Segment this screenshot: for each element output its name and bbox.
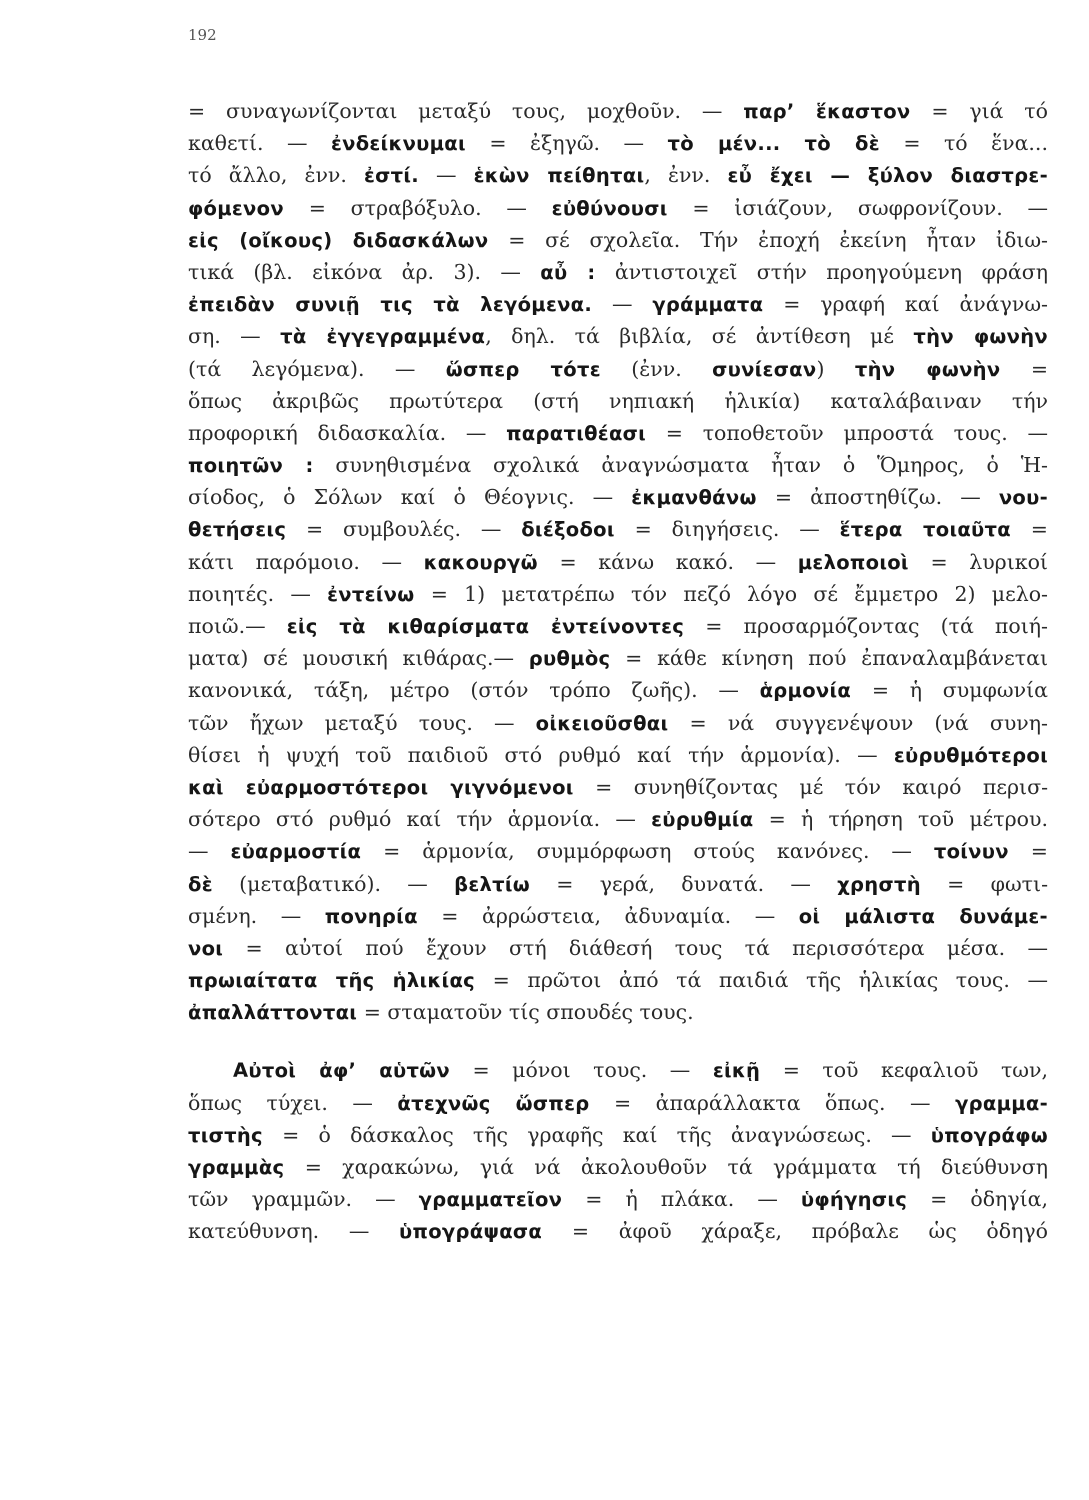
text-line (188, 610, 1048, 642)
glossary-definition: ματα) σέ μουσική κιθάρας.— (188, 646, 514, 671)
glossary-term: εἰς (οἴκους) διδασκάλων (188, 228, 489, 252)
text-line (188, 578, 1048, 610)
glossary-term: θετήσεις (188, 518, 287, 542)
glossary-term: εὐρυθμία (651, 808, 754, 832)
glossary-term: ὑπογράφω (930, 1123, 1048, 1147)
glossary-definition: (μεταβατικό). — (239, 871, 428, 896)
text-line (188, 192, 1048, 224)
glossary-definition: = προσαρμόζοντας (τά ποιή- (705, 614, 1048, 638)
glossary-term: μελοποιοὶ (797, 550, 909, 574)
glossary-term: ἐνδείκνυμαι (330, 132, 466, 156)
text-line (188, 513, 1048, 545)
glossary-term: ποιητῶν : (188, 454, 314, 478)
text-line (188, 996, 1048, 1028)
glossary-term: ἀπαλλάττονται (188, 1001, 358, 1025)
glossary-definition: = ἡ τήρηση τοῦ μέτρου. (768, 807, 1048, 832)
glossary-definition: σίοδος, ὁ Σόλων καί ὁ Θέογνις. — (188, 485, 614, 510)
glossary-term: ἐστί. (363, 164, 419, 188)
glossary-term: παρ’ ἕκαστον (743, 100, 911, 123)
glossary-term: ρυθμὸς (528, 647, 611, 671)
glossary-definition: σότερο στό ρυθμό καί τήν ἁρμονία. — (188, 807, 636, 832)
glossary-definition: = ὁδηγία, (930, 1187, 1048, 1212)
glossary-term: εὐαρμοστία (230, 840, 362, 864)
glossary-definition: = ὁ δάσκαλος τῆς γραφῆς καί τῆς ἀναγνώσεως. — (282, 1122, 912, 1147)
glossary-definition: ποιῶ.— (188, 614, 266, 638)
text-line (188, 288, 1048, 320)
glossary-term: τὴν φωνὴν (854, 357, 1001, 381)
glossary-definition: = φωτι- (947, 871, 1048, 896)
glossary-term: εὐρυθμότεροι (893, 743, 1048, 767)
glossary-term: συνίεσαν (712, 357, 817, 381)
glossary-definition: (τά λεγόμενα). — (188, 356, 416, 381)
glossary-term: γραμματεῖον (418, 1188, 563, 1212)
glossary-definition: = συναγωνίζονται μεταξύ τους, μοχθοῦν. — (188, 99, 723, 123)
text-line (188, 1054, 1048, 1086)
text-line (188, 159, 1048, 191)
glossary-definition: = (1030, 839, 1048, 864)
glossary-term: ὑφήγησις (800, 1188, 908, 1212)
glossary-definition: ἀντιστοιχεῖ στήν προηγούμενη φράση (614, 259, 1048, 284)
glossary-definition: ὅπως τύχει. — (188, 1090, 373, 1115)
glossary-term: γράμματα (652, 293, 764, 317)
glossary-definition: θίσει ἡ ψυχή τοῦ παιδιοῦ στό ρυθμό καί τήν ἁρμονία). — (188, 742, 878, 767)
glossary-definition: — (611, 292, 633, 317)
glossary-term: νοι (188, 936, 224, 960)
glossary-term: εὖ ἔχει — ξύλον διαστρε- (727, 164, 1048, 188)
text-line (188, 932, 1048, 964)
glossary-definition: — (436, 163, 457, 188)
glossary-definition: = κάθε κίνηση πού ἐπαναλαμβάνεται (625, 646, 1048, 671)
glossary-term: πρωιαίτατα τῆς ἡλικίας (188, 969, 476, 993)
glossary-definition: = ἡ συμφωνία (871, 678, 1048, 703)
glossary-definition: = τοποθετοῦν μπροστά τους. — (665, 420, 1048, 445)
text-line (188, 1215, 1048, 1247)
glossary-term: ἀτεχνῶς ὥσπερ (397, 1091, 590, 1115)
glossary-definition: = ἀπαράλλακτα ὅπως. — (614, 1090, 931, 1115)
glossary-definition: ποιητές. — (188, 581, 311, 606)
glossary-definition: = γερά, δυνατά. — (556, 871, 811, 896)
glossary-definition: ση. — (188, 324, 261, 349)
text-line (188, 642, 1048, 674)
text-line (188, 835, 1048, 867)
text-line (188, 127, 1048, 159)
glossary-term: ἐντείνω (327, 582, 415, 606)
glossary-definition: = μόνοι τους. — (472, 1058, 691, 1083)
glossary-term: ὥσπερ τότε (445, 357, 601, 381)
text-line (188, 674, 1048, 706)
text-line (188, 868, 1048, 900)
text-line (188, 803, 1048, 835)
glossary-definition: = τό ἕνα... (903, 131, 1048, 156)
glossary-definition: = 1) μετατρέπω τόν πεζό λόγο σέ ἔμμετρο 2) μελο- (430, 581, 1048, 606)
glossary-term: χρηστὴ (837, 872, 921, 896)
glossary-definition: = ἐξηγῶ. — (489, 131, 645, 156)
glossary-definition: κανονικά, τάξη, μέτρο (στόν τρόπο ζωῆς). — (188, 678, 739, 703)
glossary-term: οἱ μάλιστα δυνάμε- (798, 904, 1048, 928)
glossary-definition: ὅπως ἀκριβῶς πρωτύτερα (στή νηπιακή ἡλικία) καταλάβαιναν τήν (188, 388, 1048, 413)
glossary-term: εἰς τὰ κιθαρίσματα ἐντείνοντες (286, 615, 685, 638)
glossary-term: κακουργῶ (423, 550, 538, 574)
glossary-definition: τικά (βλ. εἰκόνα ἀρ. 3). — (188, 259, 521, 284)
glossary-definition: = κάνω κακό. — (559, 549, 777, 574)
glossary-term: ἑκὼν πείθηται (473, 164, 645, 188)
glossary-definition: = γιά τό (931, 99, 1048, 123)
glossary-term: ἐπειδὰν συνιῇ τις τὰ λεγόμενα. (188, 293, 593, 317)
glossary-definition: — (188, 839, 209, 864)
glossary-definition: = γραφή καί ἀνάγνω- (783, 292, 1048, 317)
glossary-definition: = χαρακώνω, γιά νά ἀκολουθοῦν τά γράμματα τή διεύθυνση (304, 1155, 1048, 1179)
text-line (188, 353, 1048, 385)
glossary-definition: = ἁρμονία, συμμόρφωση στούς κανόνες. — (383, 839, 912, 864)
glossary-term: τὴν φωνὴν (913, 325, 1049, 349)
glossary-term: πονηρία (324, 904, 418, 928)
glossary-term: καὶ εὐαρμοστότεροι γιγνόμενοι (188, 775, 574, 799)
glossary-definition: = τοῦ κεφαλιοῦ των, (782, 1058, 1048, 1083)
glossary-term: δὲ (188, 872, 213, 896)
text-line (188, 546, 1048, 578)
glossary-term: νου- (998, 486, 1048, 510)
glossary-term: εἰκῇ (712, 1059, 761, 1083)
glossary-term: διέξοδοι (521, 518, 615, 542)
text-line (188, 1183, 1048, 1215)
glossary-definition: = ἀποστηθίζω. — (774, 485, 981, 510)
text-line (188, 481, 1048, 513)
glossary-definition: = αὐτοί πού ἔχουν στή διάθεσή τους τά περισσότερα μέσα. — (245, 935, 1048, 960)
glossary-definition: τῶν γραμμῶν. — (188, 1187, 396, 1212)
glossary-definition: τό ἄλλο, ἐνν. (188, 163, 347, 188)
glossary-definition: , ἐνν. (644, 163, 711, 188)
text-line (188, 1151, 1048, 1183)
glossary-definition: , δηλ. τά βιβλία, σέ ἀντίθεση μέ (485, 324, 894, 349)
page-number: 192 (188, 26, 217, 44)
text-line (188, 256, 1048, 288)
glossary-term: ἐκμανθάνω (631, 486, 757, 510)
glossary-definition: = σταματοῦν τίς σπουδές τους. (363, 1000, 694, 1025)
glossary-definition: = συμβουλές. — (306, 517, 502, 542)
glossary-definition: προφορική διδασκαλία. — (188, 420, 487, 445)
text-line (188, 739, 1048, 771)
glossary-term: γραμμα- (955, 1091, 1048, 1115)
glossary-term: βελτίω (454, 872, 531, 896)
glossary-term: ἕτερα τοιαῦτα (839, 518, 1011, 542)
glossary-definition: = λυρικοί (930, 549, 1048, 574)
glossary-definition: = συνηθίζοντας μέ τόν καιρό περισ- (595, 774, 1048, 799)
glossary-definition: σμένη. — (188, 903, 302, 928)
glossary-definition: τῶν ἤχων μεταξύ τους. — (188, 710, 515, 735)
glossary-term: αὖ : (540, 260, 596, 284)
glossary-definition: ) (816, 356, 825, 381)
glossary-definition: (ἐνν. (631, 356, 682, 381)
glossary-definition: = (1030, 517, 1048, 542)
glossary-definition: = ἰσιάζουν, σωφρονίζουν. — (692, 195, 1048, 220)
glossary-term: ὑπογράψασα (399, 1220, 543, 1244)
glossary-term: παρατιθέασι (506, 421, 647, 445)
glossary-definition: = σέ σχολεῖα. Τήν ἐποχή ἐκείνη ἦταν ἰδιω- (508, 227, 1048, 252)
glossary-definition: κατεύθυνση. — (188, 1219, 370, 1244)
glossary-definition: = ἡ πλάκα. — (585, 1187, 778, 1212)
text-line (188, 320, 1048, 352)
glossary-term: ἁρμονία (759, 679, 852, 703)
text-line (188, 449, 1048, 481)
text-line (188, 900, 1048, 932)
glossary-definition: = στραβόξυλο. — (308, 195, 527, 220)
glossary-definition: = πρῶτοι ἀπό τά παιδιά τῆς ἡλικίας τους. — (492, 968, 1048, 993)
glossary-term: τιστὴς (188, 1123, 263, 1147)
text-line (188, 417, 1048, 449)
text-line (188, 1119, 1048, 1151)
glossary-term: οἰκειοῦσθαι (535, 711, 669, 735)
text-line (188, 95, 1048, 127)
glossary-term: Αὐτοὶ ἀφ’ αὑτῶν (233, 1059, 451, 1083)
glossary-text (188, 95, 1048, 1248)
text-line (188, 224, 1048, 256)
text-line (188, 385, 1048, 417)
glossary-term: τοίνυν (933, 840, 1009, 864)
glossary-term: γραμμὰς (188, 1156, 285, 1179)
text-line (188, 964, 1048, 996)
glossary-term: φόμενον (188, 196, 284, 220)
glossary-definition: κάτι παρόμοιο. — (188, 549, 403, 574)
glossary-definition: = ἀφοῦ χάραξε, πρόβαλε ὡς ὁδηγό (571, 1219, 1048, 1244)
text-line (188, 707, 1048, 739)
glossary-term: τὸ μέν... τὸ δὲ (667, 132, 880, 156)
glossary-term: εὐθύνουσι (551, 196, 668, 220)
glossary-definition: = διηγήσεις. — (634, 517, 820, 542)
text-line (188, 1087, 1048, 1119)
text-line (188, 771, 1048, 803)
glossary-definition: συνηθισμένα σχολικά ἀναγνώσματα ἦταν ὁ Ὅμηρος, ὁ Ἡ- (335, 453, 1048, 478)
glossary-definition: = νά συγγενέψουν (νά συνη- (689, 710, 1048, 735)
glossary-definition: = ἀρρώστεια, ἀδυναμία. — (441, 903, 776, 928)
glossary-definition: καθετί. — (188, 131, 308, 156)
glossary-definition: = (1030, 356, 1048, 381)
glossary-term: τὰ ἐγγεγραμμένα (280, 325, 486, 349)
